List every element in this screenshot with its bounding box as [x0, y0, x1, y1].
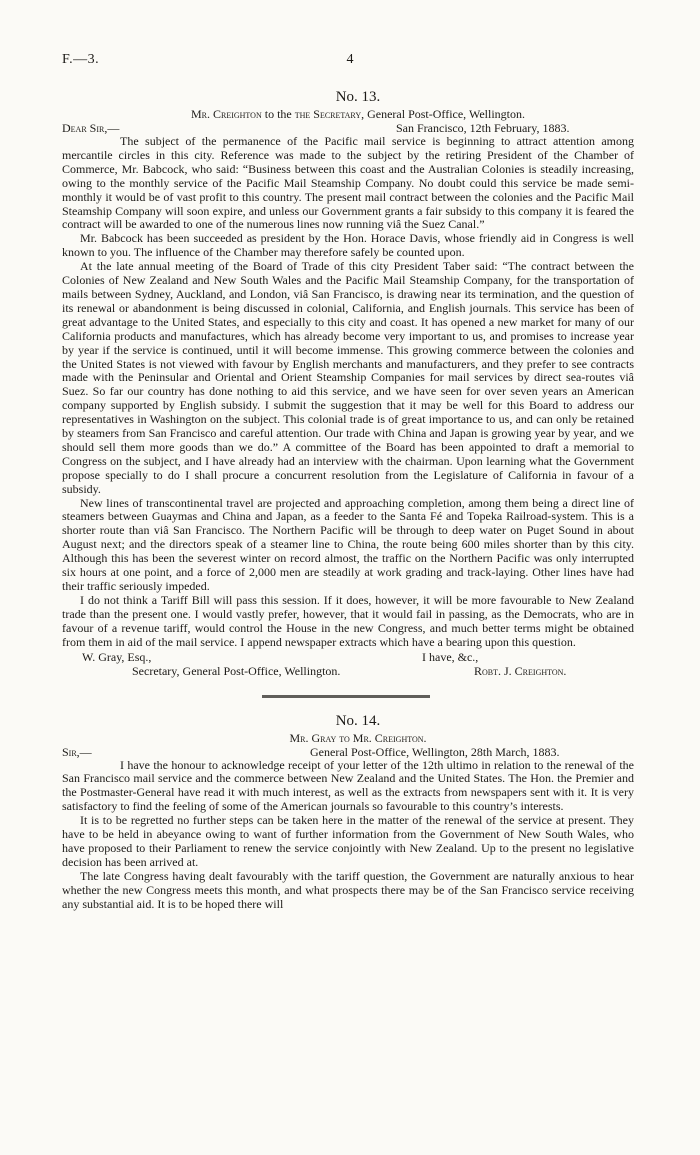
letter-13-paragraph-5: I do not think a Tariff Bill will pass this session. If it does, however, it will be more favourable to New Zealand trade than the present one. I would vastly prefer, however, that it would fail in passing, as the Democrats, who are in favour of a revenue tariff, would control the House in the new Congress, and much better terms might be obtained from them in aid of the mail service. I append newspaper extracts which have a bearing upon this question. — [62, 592, 634, 649]
letter-14-salutation: Sir,— — [62, 744, 92, 759]
letter-13-paragraph-3: At the late annual meeting of the Board of Trade of this city President Taber said: “The contract between the Colonies of New Zealand and New South Wales and the Pacific Mail Steamship Company, for the transportation of mails between Sydney, Auckland, and London, viâ San Francisco, is drawing near its termination, and the question of its renewal or abandonment is being discussed in colonial, California, and English journals. This service has been of great advantage to the United States, and especially to this city and coast. It has opened a new market for many of our California products and manufactures, which has already become very important to us, and promises to increase year by year if the service is continued, until it will become immense. This growing commerce between the colonies and the United States is not viewed with favour by English merchants and manufacturers, and they prefer to see contracts made with the Peninsular and Oriental and Orient Steamship Companies for mail services by direct sea-routes viâ Suez. So far our country has done nothing to aid this service, and we have seen for over seven years an American company supported by English subsidy. I submit the suggestion that it may be well for this Board to address our representatives in Washington on the subject. This colonial trade is of great importance to us, and can only be retained by steamers from San Francisco and careful attention. Our trade with China and Japan is growing year by year, and we should sell them more goods than we do.” A committee of the Board has been appointed to draft a memorial to Congress on the subject, and I have already had an interview with the chairman. Upon learning what the Government propose specially to do I shall procure a concurrent resolution from the Legislature of California in favour of a subsidy. — [62, 259, 634, 496]
page-number: 4 — [346, 52, 354, 67]
letter-13-to-place: General Post-Office, Wellington. — [367, 107, 525, 121]
letter-13-heading — [82, 107, 634, 121]
letter-14-place-date: General Post-Office, Wellington, 28th March, 1883. — [310, 744, 560, 759]
letter-13-salutation: Dear Sir,— — [62, 121, 120, 135]
letter-13-to: to the the Secretary, — [264, 107, 365, 121]
letter-14-paragraph-2: It is to be regretted no further steps can be taken here in the matter of the renewal of the service at present. They have to be held in abeyance owing to want of further information from the Government of New South Wales, who have proposed to their Parliament to renew the service conjointly with New Zealand. Up to the present no legislative decision has been arrived at. — [62, 813, 634, 869]
letter-13-opening — [62, 121, 634, 135]
letter-14-from: Mr. Gray — [289, 730, 337, 745]
letter-14-paragraph-3: The late Congress having dealt favourably with the tariff question, the Government are naturally anxious to hear whether the new Congress meets this month, and what prospects there may be of the San Francisco service receiving any substantial aid. It is to be hoped there will — [62, 868, 634, 911]
letter-14-paragraph-1: I have the honour to acknowledge receipt of your letter of the 12th ultimo in relation to the renewal of the San Francisco mail service and the commerce between New Zealand and the United States. The Hon. the Premier and the Postmaster-General have read it with much interest, as well as the extracts from newspapers sent with it. It is very satisfactory to find the feeling of some of the American journals so favourable to this country’s interests. — [62, 757, 634, 814]
section-divider — [262, 695, 430, 698]
letter-14-to: to Mr. Creighton. — [339, 730, 427, 745]
letter-13-number: No. 13. — [335, 89, 381, 105]
letter-13-paragraph-4: New lines of transcontinental travel are projected and approaching completion, among them being a direct line of steamers between Guaymas and China and Japan, as a feeder to the Santa Fé and Topeka Railroad-system. This is a shorter route than viâ San Francisco. The Northern Pacific will be through to deep water on Puget Sound in about August next; and the directors speak of a steamer line to China, the route being 600 miles shorter than by this city. Although this has been the severest winter on record almost, the traffic on the Northern Pacific was only interrupted six hours at one point, and a force of 2,000 men are steadily at work grading and track-laying. Other lines have had their traffic seriously impeded. — [62, 495, 634, 593]
letter-13-recipient: the Secretary, — [294, 107, 365, 121]
letter-13-paragraph-2: Mr. Babcock has been succeeded as president by the Hon. Horace Davis, whose friendly aid in Congress is well known to you. The influence of the Chamber may therefore safely be counted upon. — [62, 231, 634, 260]
document-body — [62, 88, 634, 912]
letter-14-number: No. 14. — [335, 712, 381, 729]
letter-13-place-date: San Francisco, 12th February, 1883. — [396, 121, 570, 135]
letter-13-signoff-1 — [62, 650, 634, 664]
letter-13-signoff-2 — [62, 664, 634, 678]
page-header — [62, 52, 638, 72]
letter-13-signature: Robt. J. Creighton. — [474, 663, 567, 678]
letter-13-paragraph-1: The subject of the permanence of the Pacific mail service is beginning to attract attention among mercantile circles in this city. Reference was made to the subject by the retiring President of the Chamber of Commerce, Mr. Babcock, who said: “Business between this coast and the Australian Colonies is steadily increasing, owing to the monthly service of the Pacific Mail Steamship Company. No doubt could this service be made semi-monthly it would be of vast profit to this country. The present mail contract between the colonies and the Pacific Mail Steamship Company will soon expire, and unless our Government grants a fair subsidy to this company it is feared the contract will be awarded to one of the numerous lines now running viâ the Suez Canal.” — [62, 134, 634, 232]
document-reference: F.—3. — [62, 52, 100, 67]
letter-13-addressee-title: Secretary, General Post-Office, Wellington. — [132, 663, 341, 678]
letter-14-opening — [62, 745, 634, 759]
letter-13-from: Mr. Creighton — [190, 107, 262, 121]
letter-13-closing: I have, &c., — [422, 649, 479, 664]
letter-13-addressee-name: W. Gray, Esq., — [82, 649, 152, 664]
letter-14-heading — [82, 731, 634, 745]
